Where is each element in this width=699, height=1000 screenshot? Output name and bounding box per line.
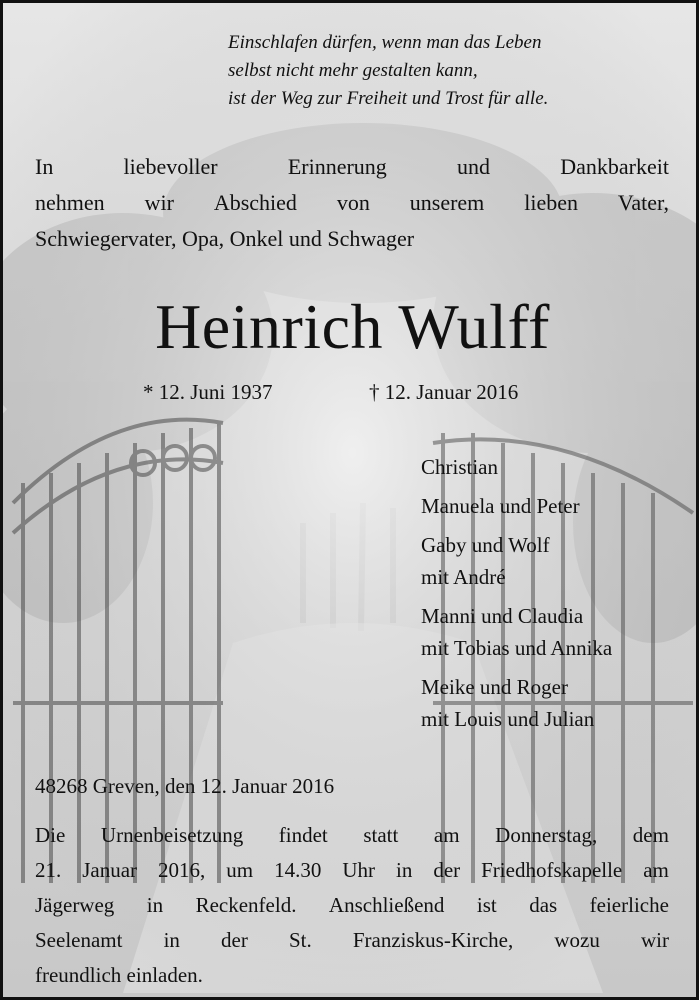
intro-text [35, 149, 669, 257]
mourner-group [421, 600, 681, 664]
word: in [395, 858, 413, 882]
word: 2016, [158, 858, 206, 882]
word: am [643, 858, 669, 882]
intro-line-1 [35, 149, 669, 185]
info-line-1 [35, 818, 669, 853]
funeral-info [35, 818, 669, 993]
word: nehmen [35, 190, 105, 215]
mourner-name: Manni und Claudia [421, 604, 584, 628]
word: wir [640, 928, 669, 952]
word: 21. [35, 858, 62, 882]
info-line-5: freundlich einladen. [35, 963, 203, 987]
word: feierliche [589, 893, 669, 917]
word: Dankbarkeit [560, 154, 669, 179]
word: Januar [82, 858, 138, 882]
mourner-group [421, 671, 681, 735]
word: in [146, 893, 164, 917]
word: um [226, 858, 254, 882]
word: in [163, 928, 180, 952]
mourner-name: mit Tobias und Annika [421, 636, 613, 660]
word: am [433, 823, 460, 847]
word: der [221, 928, 248, 952]
word: von [336, 190, 370, 215]
word: Urnenbeisetzung [100, 823, 244, 847]
word: statt [363, 823, 399, 847]
mourner-name: mit Louis und Julian [421, 707, 595, 731]
word: Seelenamt [35, 928, 123, 952]
word: St. [288, 928, 312, 952]
word: Vater, [617, 190, 669, 215]
mourner-group [421, 529, 681, 593]
word: ist [476, 893, 497, 917]
word: wozu [554, 928, 600, 952]
word: das [529, 893, 558, 917]
birth-date: * 12. Juni 1937 [143, 380, 273, 404]
word: Reckenfeld. [195, 893, 297, 917]
word: dem [632, 823, 669, 847]
word: In [35, 154, 54, 179]
mourner-name: Meike und Roger [421, 675, 568, 699]
epigraph-quote [228, 29, 668, 113]
word: 14.30 [274, 858, 322, 882]
info-line-3 [35, 888, 669, 923]
word: liebevoller [123, 154, 218, 179]
death-date: † 12. Januar 2016 [369, 380, 519, 404]
mourner-group [421, 490, 681, 522]
intro-line-3: Schwiegervater, Opa, Onkel und Schwager [35, 226, 415, 251]
mourner-name: Gaby und Wolf [421, 533, 550, 557]
word: Uhr [342, 858, 375, 882]
mourner-name: mit André [421, 565, 506, 589]
word: findet [278, 823, 328, 847]
intro-line-2 [35, 185, 669, 221]
word: der [433, 858, 461, 882]
place-and-date: 48268 Greven, den 12. Januar 2016 [35, 774, 335, 798]
info-line-2 [35, 853, 669, 888]
word: Anschließend [328, 893, 445, 917]
mourner-name: Manuela und Peter [421, 494, 580, 518]
quote-line: Einschlafen dürfen, wenn man das Leben [228, 32, 542, 53]
word: Donnerstag, [495, 823, 598, 847]
word: Friedhofskapelle [481, 858, 623, 882]
word: Die [35, 823, 66, 847]
word: lieben [524, 190, 578, 215]
word: wir [144, 190, 174, 215]
quote-line: ist der Weg zur Freiheit und Trost für alle. [228, 88, 549, 109]
word: unserem [409, 190, 485, 215]
deceased-name: Heinrich Wulff [155, 291, 550, 362]
word: und [457, 154, 491, 179]
word: Erinnerung [287, 154, 387, 179]
mourner-name: Christian [421, 455, 498, 479]
word: Franziskus-Kirche, [352, 928, 514, 952]
word: Abschied [213, 190, 297, 215]
mourner-group [421, 451, 681, 483]
info-line-4 [35, 923, 669, 958]
mourners-list [421, 451, 681, 742]
quote-line: selbst nicht mehr gestalten kann, [228, 60, 478, 81]
word: Jägerweg [35, 893, 115, 917]
